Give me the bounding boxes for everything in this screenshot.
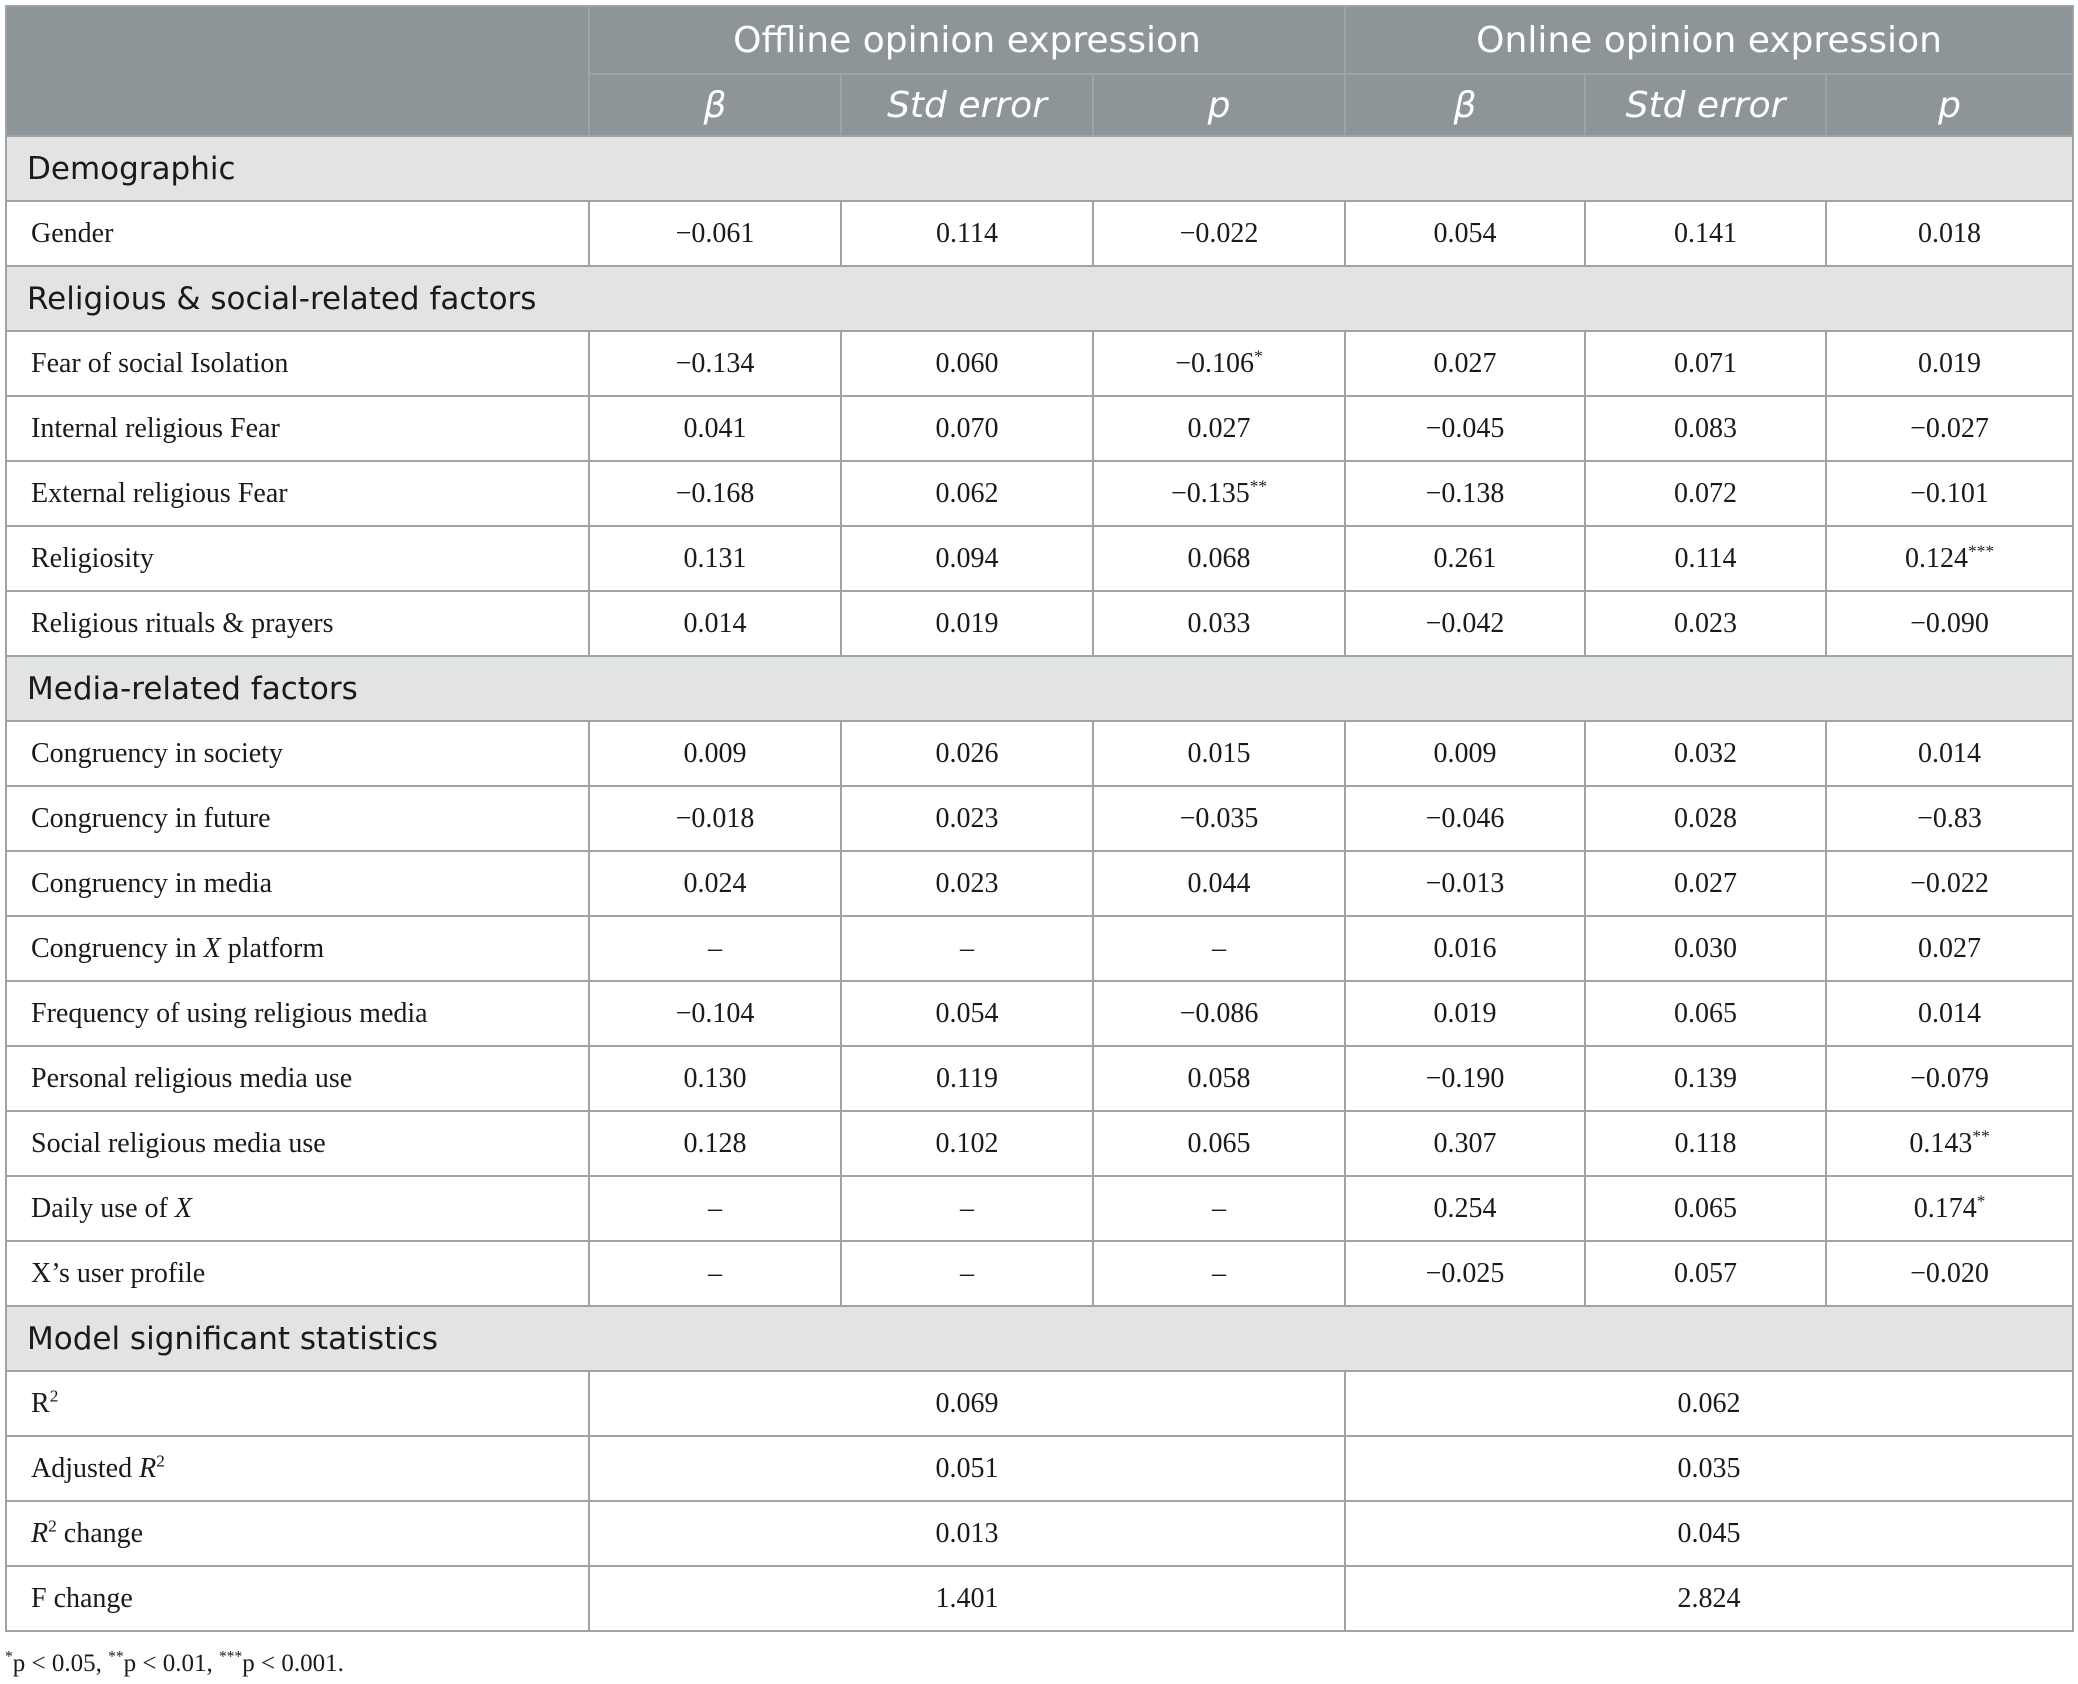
header-offline-std-error: Std error bbox=[841, 74, 1093, 136]
cell: 0.019 bbox=[1345, 981, 1585, 1046]
row-label: Social religious media use bbox=[6, 1111, 589, 1176]
row-label: Daily use of X bbox=[6, 1176, 589, 1241]
table-row bbox=[6, 1111, 2073, 1176]
cell: 0.027 bbox=[1826, 916, 2073, 981]
cell: 0.143** bbox=[1826, 1111, 2073, 1176]
cell: 0.102 bbox=[841, 1111, 1093, 1176]
cell: −0.042 bbox=[1345, 591, 1585, 656]
header-online-group: Online opinion expression bbox=[1345, 6, 2073, 74]
cell: 0.130 bbox=[589, 1046, 841, 1111]
cell: – bbox=[589, 916, 841, 981]
cell: −0.022 bbox=[1093, 201, 1345, 266]
cell: 0.014 bbox=[1826, 721, 2073, 786]
table-row bbox=[6, 981, 2073, 1046]
cell: −0.013 bbox=[1345, 851, 1585, 916]
cell: 0.065 bbox=[1585, 981, 1826, 1046]
row-label: Internal religious Fear bbox=[6, 396, 589, 461]
row-label: Congruency in society bbox=[6, 721, 589, 786]
row-label: Gender bbox=[6, 201, 589, 266]
row-label: Congruency in media bbox=[6, 851, 589, 916]
cell: 0.030 bbox=[1585, 916, 1826, 981]
row-label: $R^2$ bbox=[6, 1371, 589, 1436]
cell: 0.019 bbox=[1826, 331, 2073, 396]
cell: 0.065 bbox=[1093, 1111, 1345, 1176]
row-label: $R^2$ change bbox=[6, 1501, 589, 1566]
cell: 0.060 bbox=[841, 331, 1093, 396]
table-footnote: *p < 0.05, **p < 0.01, ***p < 0.001. bbox=[5, 1648, 344, 1677]
header-offline-beta: β bbox=[589, 74, 841, 136]
row-label: Personal religious media use bbox=[6, 1046, 589, 1111]
model-offline-value: 0.013 bbox=[589, 1501, 1345, 1566]
table-row bbox=[6, 591, 2073, 656]
section-title: Religious & social-related factors bbox=[6, 266, 2073, 331]
row-label: Fear of social Isolation bbox=[6, 331, 589, 396]
cell: 0.054 bbox=[841, 981, 1093, 1046]
row-label: Adjusted $R^2$ bbox=[6, 1436, 589, 1501]
cell: −0.022 bbox=[1826, 851, 2073, 916]
cell: 0.018 bbox=[1826, 201, 2073, 266]
cell: 0.139 bbox=[1585, 1046, 1826, 1111]
cell: −0.83 bbox=[1826, 786, 2073, 851]
cell: 0.070 bbox=[841, 396, 1093, 461]
section-row bbox=[6, 136, 2073, 201]
cell: 0.015 bbox=[1093, 721, 1345, 786]
table-row bbox=[6, 786, 2073, 851]
cell: −0.045 bbox=[1345, 396, 1585, 461]
cell: 0.114 bbox=[841, 201, 1093, 266]
model-offline-value: 0.069 bbox=[589, 1371, 1345, 1436]
model-online-value: 2.824 bbox=[1345, 1566, 2073, 1631]
cell: 0.065 bbox=[1585, 1176, 1826, 1241]
cell: 0.128 bbox=[589, 1111, 841, 1176]
section-row bbox=[6, 656, 2073, 721]
cell: −0.079 bbox=[1826, 1046, 2073, 1111]
cell: 0.072 bbox=[1585, 461, 1826, 526]
cell: 0.023 bbox=[841, 786, 1093, 851]
cell: 0.058 bbox=[1093, 1046, 1345, 1111]
cell: 0.014 bbox=[1826, 981, 2073, 1046]
model-online-value: 0.045 bbox=[1345, 1501, 2073, 1566]
regression-table bbox=[5, 5, 2074, 1632]
cell: 0.124*** bbox=[1826, 526, 2073, 591]
section-title: Media-related factors bbox=[6, 656, 2073, 721]
table-row bbox=[6, 1241, 2073, 1306]
cell: 0.114 bbox=[1585, 526, 1826, 591]
section-row bbox=[6, 266, 2073, 331]
cell: −0.035 bbox=[1093, 786, 1345, 851]
header-corner bbox=[6, 6, 589, 136]
cell: 0.028 bbox=[1585, 786, 1826, 851]
table-row bbox=[6, 1046, 2073, 1111]
cell: −0.190 bbox=[1345, 1046, 1585, 1111]
section-title: Model significant statistics bbox=[6, 1306, 2073, 1371]
row-label: Religiosity bbox=[6, 526, 589, 591]
cell: −0.086 bbox=[1093, 981, 1345, 1046]
model-offline-value: 0.051 bbox=[589, 1436, 1345, 1501]
cell: −0.106* bbox=[1093, 331, 1345, 396]
model-online-value: 0.062 bbox=[1345, 1371, 2073, 1436]
cell: 0.027 bbox=[1585, 851, 1826, 916]
cell: −0.101 bbox=[1826, 461, 2073, 526]
cell: 0.068 bbox=[1093, 526, 1345, 591]
row-label: Frequency of using religious media bbox=[6, 981, 589, 1046]
row-label: F change bbox=[6, 1566, 589, 1631]
cell: 0.071 bbox=[1585, 331, 1826, 396]
table-row bbox=[6, 721, 2073, 786]
model-row bbox=[6, 1501, 2073, 1566]
cell: 0.054 bbox=[1345, 201, 1585, 266]
section-title: Demographic bbox=[6, 136, 2073, 201]
cell: 0.131 bbox=[589, 526, 841, 591]
cell: 0.118 bbox=[1585, 1111, 1826, 1176]
cell: 0.027 bbox=[1093, 396, 1345, 461]
cell: – bbox=[1093, 1241, 1345, 1306]
table-row bbox=[6, 851, 2073, 916]
row-label: External religious Fear bbox=[6, 461, 589, 526]
cell: 0.044 bbox=[1093, 851, 1345, 916]
cell: – bbox=[841, 916, 1093, 981]
cell: 0.062 bbox=[841, 461, 1093, 526]
cell: −0.104 bbox=[589, 981, 841, 1046]
section-row bbox=[6, 1306, 2073, 1371]
model-online-value: 0.035 bbox=[1345, 1436, 2073, 1501]
cell: 0.016 bbox=[1345, 916, 1585, 981]
model-row bbox=[6, 1371, 2073, 1436]
cell: 0.014 bbox=[589, 591, 841, 656]
cell: 0.009 bbox=[1345, 721, 1585, 786]
cell: −0.168 bbox=[589, 461, 841, 526]
cell: – bbox=[589, 1176, 841, 1241]
model-offline-value: 1.401 bbox=[589, 1566, 1345, 1631]
cell: 0.009 bbox=[589, 721, 841, 786]
model-row bbox=[6, 1436, 2073, 1501]
header-online-beta: β bbox=[1345, 74, 1585, 136]
cell: – bbox=[1093, 1176, 1345, 1241]
cell: 0.023 bbox=[841, 851, 1093, 916]
cell: – bbox=[841, 1176, 1093, 1241]
cell: 0.023 bbox=[1585, 591, 1826, 656]
cell: 0.027 bbox=[1345, 331, 1585, 396]
cell: 0.041 bbox=[589, 396, 841, 461]
cell: 0.024 bbox=[589, 851, 841, 916]
cell: 0.033 bbox=[1093, 591, 1345, 656]
cell: 0.119 bbox=[841, 1046, 1093, 1111]
cell: −0.027 bbox=[1826, 396, 2073, 461]
cell: −0.020 bbox=[1826, 1241, 2073, 1306]
table-row bbox=[6, 1176, 2073, 1241]
header-offline-p: p bbox=[1093, 74, 1345, 136]
cell: 0.057 bbox=[1585, 1241, 1826, 1306]
cell: 0.094 bbox=[841, 526, 1093, 591]
cell: 0.032 bbox=[1585, 721, 1826, 786]
table-body bbox=[6, 136, 2073, 1631]
row-label: Congruency in future bbox=[6, 786, 589, 851]
cell: 0.019 bbox=[841, 591, 1093, 656]
row-label: X’s user profile bbox=[6, 1241, 589, 1306]
cell: −0.090 bbox=[1826, 591, 2073, 656]
cell: −0.138 bbox=[1345, 461, 1585, 526]
cell: −0.135** bbox=[1093, 461, 1345, 526]
cell: −0.046 bbox=[1345, 786, 1585, 851]
row-label: Congruency in X platform bbox=[6, 916, 589, 981]
model-row bbox=[6, 1566, 2073, 1631]
header-offline-group: Offline opinion expression bbox=[589, 6, 1345, 74]
cell: – bbox=[589, 1241, 841, 1306]
table-row bbox=[6, 396, 2073, 461]
table-row bbox=[6, 916, 2073, 981]
header-online-std-error: Std error bbox=[1585, 74, 1826, 136]
cell: 0.083 bbox=[1585, 396, 1826, 461]
cell: 0.261 bbox=[1345, 526, 1585, 591]
cell: 0.254 bbox=[1345, 1176, 1585, 1241]
table-row bbox=[6, 461, 2073, 526]
header-online-p: p bbox=[1826, 74, 2073, 136]
table-row bbox=[6, 526, 2073, 591]
cell: −0.018 bbox=[589, 786, 841, 851]
cell: −0.061 bbox=[589, 201, 841, 266]
cell: −0.134 bbox=[589, 331, 841, 396]
cell: 0.026 bbox=[841, 721, 1093, 786]
cell: 0.174* bbox=[1826, 1176, 2073, 1241]
cell: – bbox=[841, 1241, 1093, 1306]
table-row bbox=[6, 331, 2073, 396]
cell: – bbox=[1093, 916, 1345, 981]
cell: −0.025 bbox=[1345, 1241, 1585, 1306]
row-label: Religious rituals & prayers bbox=[6, 591, 589, 656]
cell: 0.141 bbox=[1585, 201, 1826, 266]
table-row bbox=[6, 201, 2073, 266]
cell: 0.307 bbox=[1345, 1111, 1585, 1176]
